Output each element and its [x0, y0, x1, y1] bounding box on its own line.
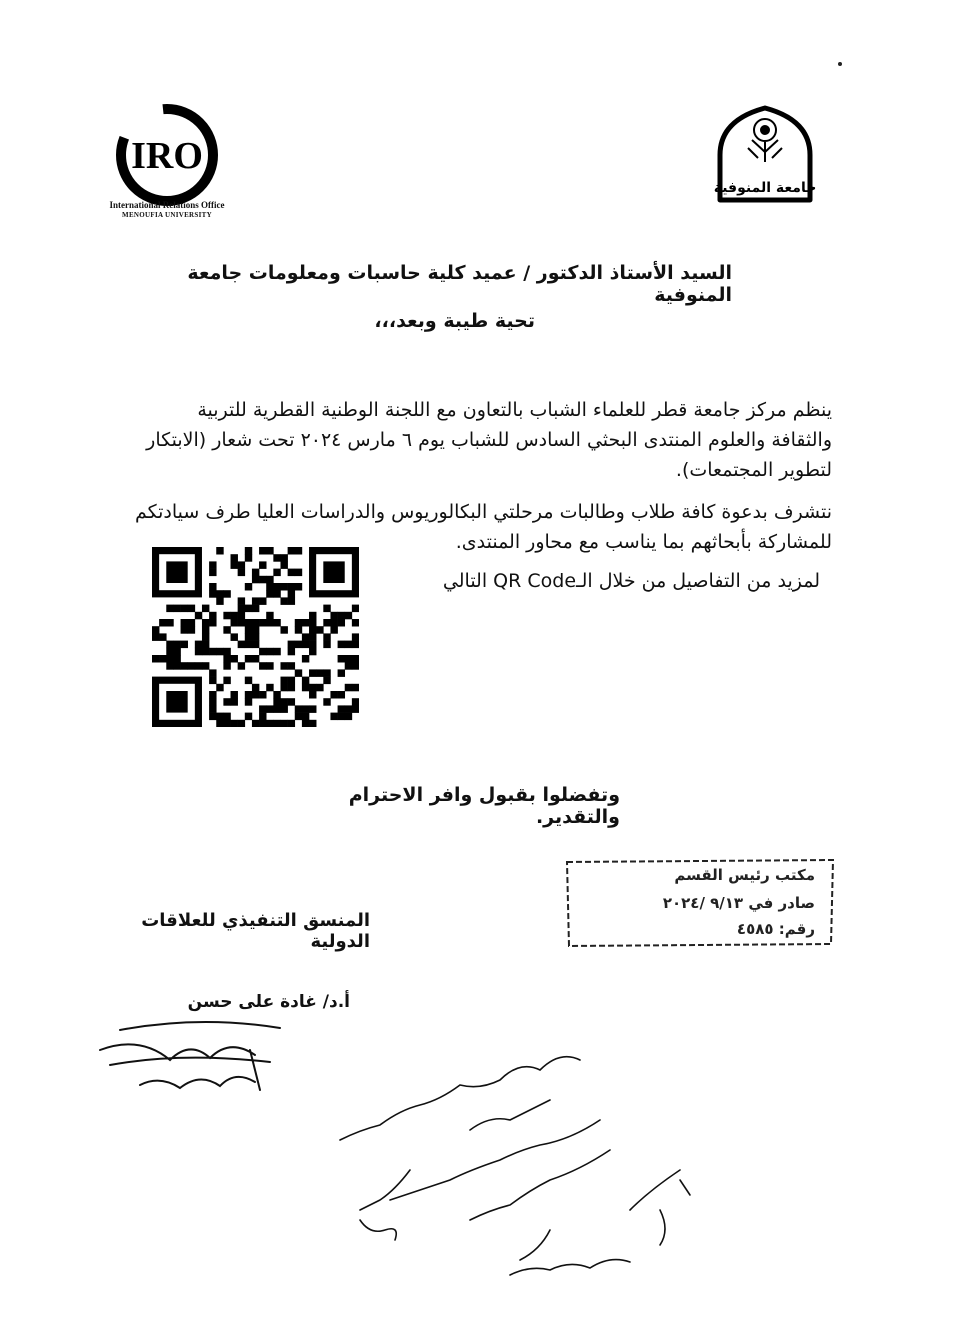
signatory-title: المنسق التنفيذي للعلاقات الدولية [141, 910, 370, 952]
iro-caption [92, 200, 242, 220]
qr-code[interactable] [152, 547, 359, 727]
university-logo [700, 100, 830, 220]
paragraph-3: لمزيد من التفاصيل من خلال الـQR Code التالي [442, 570, 820, 592]
stamp-line-1: مكتب رئيس القسم [674, 866, 815, 884]
handwritten-annotation [300, 1030, 720, 1310]
stamp-line-2: صادر في ٩/١٣ /٢٠٢٤ [662, 894, 815, 912]
addressee: السيد الأستاذ الدكتور / عميد كلية حاسبات ومعلومات جامعة المنوفية [187, 262, 732, 306]
signatory-name: أ.د/ غادة على حسن [187, 992, 350, 1012]
svg-text:IRO: IRO [131, 135, 203, 177]
scan-speck [838, 62, 842, 66]
svg-text:جامعة المنوفية: جامعة المنوفية [713, 180, 817, 196]
paragraph-2: نتشرف بدعوة كافة طلاب وطالبات مرحلتي البكالوريوس والدراسات العليا طرف سيادتكم للمشاركة بأبحاثهم بما يناسب مع محاور المنتدى. [134, 501, 832, 553]
closing-line: وتفضلوا بقبول وافر الاحترام والتقدير. [348, 784, 620, 828]
paragraph-1: ينظم مركز جامعة قطر للعلماء الشباب بالتعاون مع اللجنة الوطنية القطرية للتربية والثقافة والعلوم المنتدى البحثي السادس للشباب يوم ٦ مارس ٢٠٢٤ تحت شعار (الابتكار لتطوير المجتمعات). [146, 399, 832, 481]
incoming-stamp [565, 858, 835, 948]
handwritten-signature [80, 1010, 300, 1100]
greeting: تحية طيبة وبعد،،، [374, 310, 535, 332]
iro-caption-line-1: International Relations Office [109, 200, 225, 210]
stamp-line-3: رقم: ٤٥٨٥ [736, 920, 815, 938]
iro-caption-line-2: MENOUFIA UNIVERSITY [122, 211, 212, 219]
